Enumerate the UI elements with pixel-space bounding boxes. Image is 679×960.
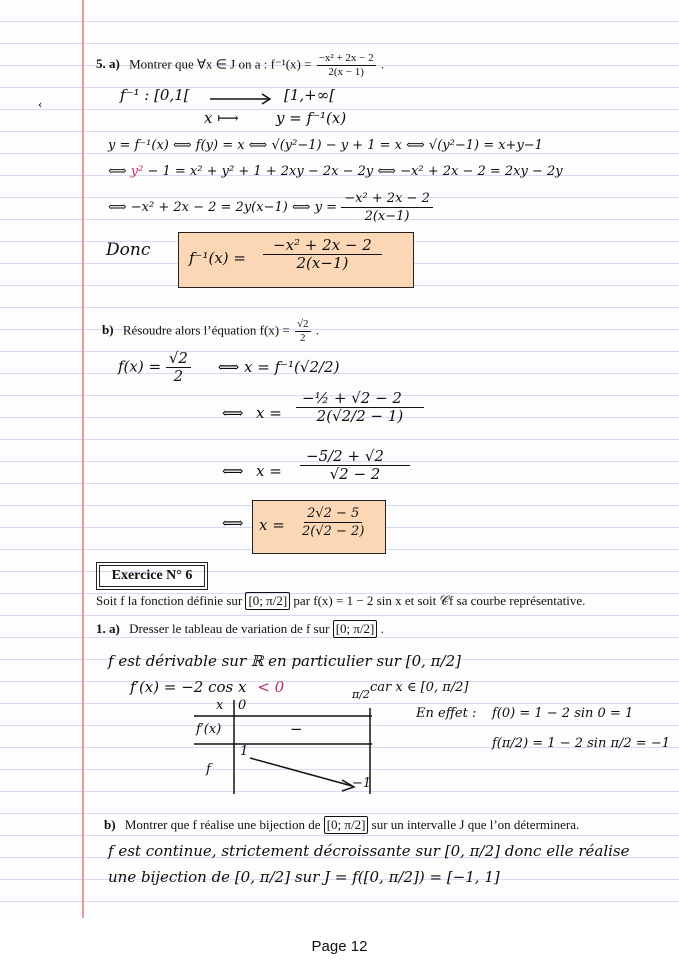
question-6-1a-interval: [0; π/2] [333,620,378,638]
mapping-arrow [208,93,276,105]
work-5b-step1-fraction [166,350,191,385]
work-5a-line4-equiv: ⟺ [108,164,131,179]
question-5a-numerator: −x² + 2x − 2 [318,52,374,64]
decreasing-arrow [250,758,352,786]
question-5b-fraction [295,318,311,345]
work-5b-step2-fraction [296,390,424,425]
work-5a-line5-numerator: −x² + 2x − 2 [341,190,433,208]
question-6b-text2: sur un intervalle J que l’on déterminera. [371,817,580,832]
question-5b-label: b) [102,322,114,338]
result-5b-fraction [299,505,367,540]
table-fprime-label: f′(x) [196,722,222,737]
work-5b-step3-fraction [300,448,410,483]
work-5b-step2-equiv: ⟺ [222,404,244,422]
result-5a-lhs: f⁻¹(x) = [189,249,246,267]
table-f-label: f [206,762,211,777]
work-5b-step3-equiv: ⟺ [222,462,244,480]
result-5b-denominator: 2(√2 − 2) [302,524,365,539]
question-6-1a-text: Dresser le tableau de variation de f sur [129,621,330,636]
work-6a-sign: < 0 [257,678,285,696]
work-5a-line5 [108,190,433,225]
work-5b-step2-numerator: −½ + √2 − 2 [296,390,424,408]
result-5b-box [252,500,386,554]
result-5a-box [178,232,414,288]
table-f-end: −1 [352,776,372,791]
work-6a-f0: f(0) = 1 − 2 sin 0 = 1 [492,706,634,721]
question-6b [104,816,579,834]
work-5a-donc: Donc [106,240,151,260]
work-5a-line4 [108,164,563,179]
work-6b-line1: f est continue, strictement décroissante sur [0, π/2] donc elle réalise [108,842,630,860]
work-6b-line2: une bijection de [0, π/2] sur J = f([0, π/2]) = [−1, 1] [108,868,500,886]
work-5b-step1-lhs: f(x) = [118,357,162,376]
work-6a-en-effet: En effet : [416,706,477,721]
result-5a-fraction [263,237,382,272]
work-5a-line1-codomain: [1,+∞[ [284,86,336,104]
work-5a-line1-domain: f⁻¹ : [0,1[ [120,86,190,104]
work-6a-line2 [130,678,284,696]
question-5a-fraction [317,52,376,79]
work-5a-line5-text: ⟺ −x² + 2x − 2 = 2y(x−1) ⟺ y = [108,200,338,215]
question-5a-text: Montrer que ∀x ∈ J on a : f⁻¹(x) = [129,56,312,72]
question-5b-numerator: √2 [296,318,309,330]
exercise-6-interval: [0; π/2] [245,592,290,610]
question-6b-interval: [0; π/2] [324,816,369,834]
table-f-start: 1 [240,744,249,759]
work-6a-derivative: f′(x) = −2 cos x [130,678,247,696]
question-5b-denominator: 2 [299,332,306,344]
exercise-6-intro-text2: par f(x) = 1 − 2 sin x et soit 𝒞f sa courbe représentative. [293,593,586,608]
table-x-end: π/2 [352,688,370,701]
margin-line [82,0,84,918]
question-5b [102,318,319,345]
work-5b-step1-denominator: 2 [173,367,184,385]
work-5a-line2-image: y = f⁻¹(x) [276,109,347,127]
work-5b-step2-denominator: 2(√2/2 − 1) [316,407,404,425]
work-5a-line2-var: x ⟼ [204,109,239,127]
work-5a-line4-rest: − 1 = x² + y² + 1 + 2xy − 2x − 2y ⟺ −x² + 2x − 2 = 2xy − 2y [143,164,563,179]
exercise-6-intro-text1: Soit f la fonction définie sur [96,593,243,608]
result-5a-denominator: 2(x−1) [296,254,349,272]
question-5b-text: Résoudre alors l’équation f(x) = [122,322,290,338]
work-5b-step1-rhs: ⟺ x = f⁻¹(√2/2) [217,357,340,376]
work-5a-line5-denominator: 2(x−1) [364,209,410,224]
work-5b-step2-x: x = [256,404,282,422]
question-6-1a [96,620,384,638]
result-5a-numerator: −x² + 2x − 2 [263,237,382,255]
page-number: Page 12 [311,938,368,955]
work-5b-step4-equiv: ⟺ [222,514,244,532]
work-5b-step1 [118,350,339,385]
question-5a-label: 5. a) [96,56,120,72]
work-5b-step3-x: x = [256,462,282,480]
table-fprime-sign: − [290,720,303,738]
table-x-label: x [216,698,224,713]
work-6a-because: car x ∈ [0, π/2] [370,680,469,695]
work-6a-line1: f est dérivable sur ℝ en particulier sur [0, π/2] [108,652,461,670]
result-5b-x: x = [259,516,285,534]
work-5b-step3-numerator: −5/2 + √2 [300,448,410,466]
question-6-1a-end: . [380,621,384,636]
work-5b-step3-denominator: √2 − 2 [329,465,381,483]
work-5a-line5-fraction [341,190,433,225]
question-5a-end: . [380,56,385,72]
result-5b-numerator: 2√2 − 5 [304,505,362,523]
margin-tick-mark: ‹ [38,96,43,111]
work-6a-fpi2: f(π/2) = 1 − 2 sin π/2 = −1 [492,736,670,751]
exercise-6-intro [96,592,585,610]
question-5a-denominator: 2(x − 1) [328,66,364,78]
exercise-6-title: Exercice N° 6 [99,565,205,587]
work-5a-line3: y = f⁻¹(x) ⟺ f(y) = x ⟺ √(y²−1) − y + 1 = x ⟺ √(y²−1) = x+y−1 [108,138,543,153]
question-6-1a-label: 1. a) [96,621,120,636]
work-5a-line4-crossed: y² [130,164,144,179]
question-5a [96,52,384,79]
table-x-start: 0 [238,698,247,713]
work-5b-step1-numerator: √2 [166,350,191,368]
question-6b-label: b) [104,817,116,832]
question-5b-end: . [315,322,320,338]
question-6b-text1: Montrer que f réalise une bijection de [124,817,321,832]
